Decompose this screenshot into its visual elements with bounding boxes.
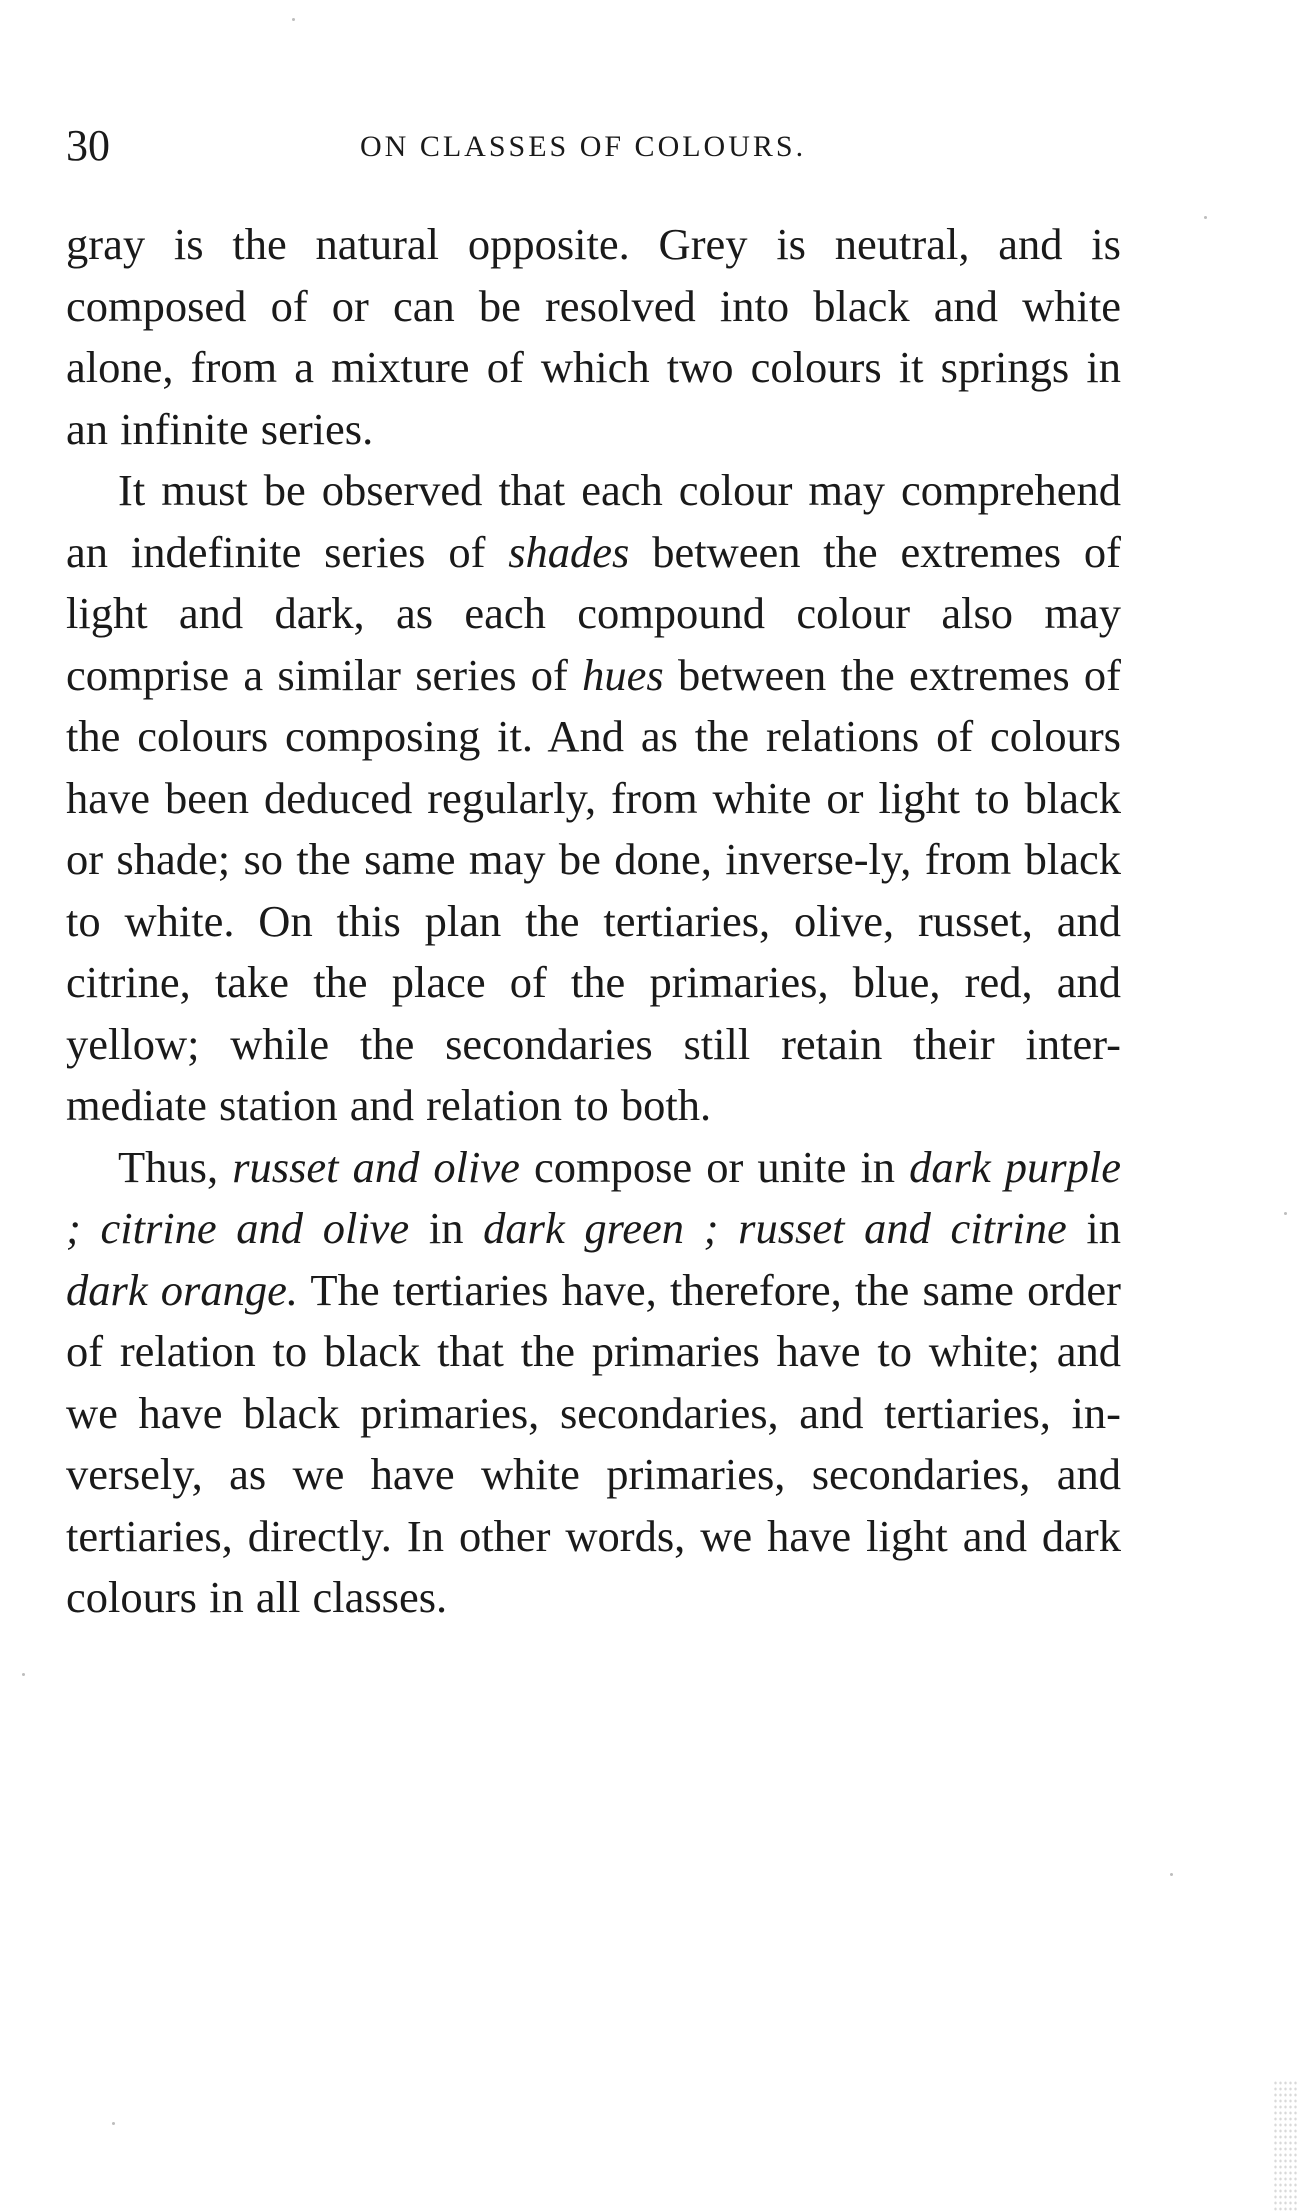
page-number: 30 [66,121,110,170]
body-text [66,214,1121,1629]
paper-speck [1284,1212,1287,1215]
paragraph-1 [66,214,1121,460]
running-title: ON CLASSES OF COLOURS. [360,130,807,163]
paragraph-2 [66,460,1121,1137]
running-head [66,116,1121,176]
italic-phrase: dark orange. [66,1264,298,1315]
paragraph-3-text: Thus, [118,1141,233,1192]
paragraph-2-text: between the extremes of the colours composing it. And as the relations of colours have been deduced regularly, from white or light to black or shade; so the same may be done, inverse-ly, from black to white. On this plan the tertiaries, olive, russet, and citrine, take the place of the primaries, blue, red, and yellow; while the secondaries still retain their inter-mediate station and relation to both. [66,649,1121,1130]
italic-phrase: dark green ; russet and citrine [483,1203,1067,1253]
paper-speck [22,1673,25,1676]
paper-speck [292,18,295,21]
paragraph-2-text: between the extremes of light and dark, as each compound colour also may comprise a similar series of [66,526,1121,700]
page-edge-texture [1273,2080,1299,2211]
paragraph-3 [66,1137,1121,1629]
paragraph-3-text: in [1066,1203,1121,1253]
italic-term-hues: hues [582,649,664,700]
paragraph-3-text: The tertiaries have, therefore, the same order of relation to black that the primaries have to white; and we have black primaries, secondaries, and tertiaries, in-versely, as we have white primaries, secondaries, and tertiaries, directly. In other words, we have light and dark colours in all classes. [66,1264,1122,1622]
paragraph-3-text: in [409,1203,484,1253]
paper-speck [1170,1873,1173,1876]
paper-speck [112,2122,115,2125]
paragraph-3-text: compose or unite in [519,1141,910,1192]
paragraph-2-text: It must be observed that each colour may comprehend an indefinite series of [66,465,1121,577]
italic-phrase: russet and olive [232,1141,520,1192]
italic-phrase: dark purple ; citrine and olive [66,1141,1121,1253]
paper-speck [1204,216,1207,219]
paragraph-1-text: gray is the natural opposite. Grey is neutral, and is composed of or can be resolved into black and white alone, from a mixture of which two colours it springs in an infinite series. [66,219,1121,454]
italic-term-shades: shades [508,526,630,577]
